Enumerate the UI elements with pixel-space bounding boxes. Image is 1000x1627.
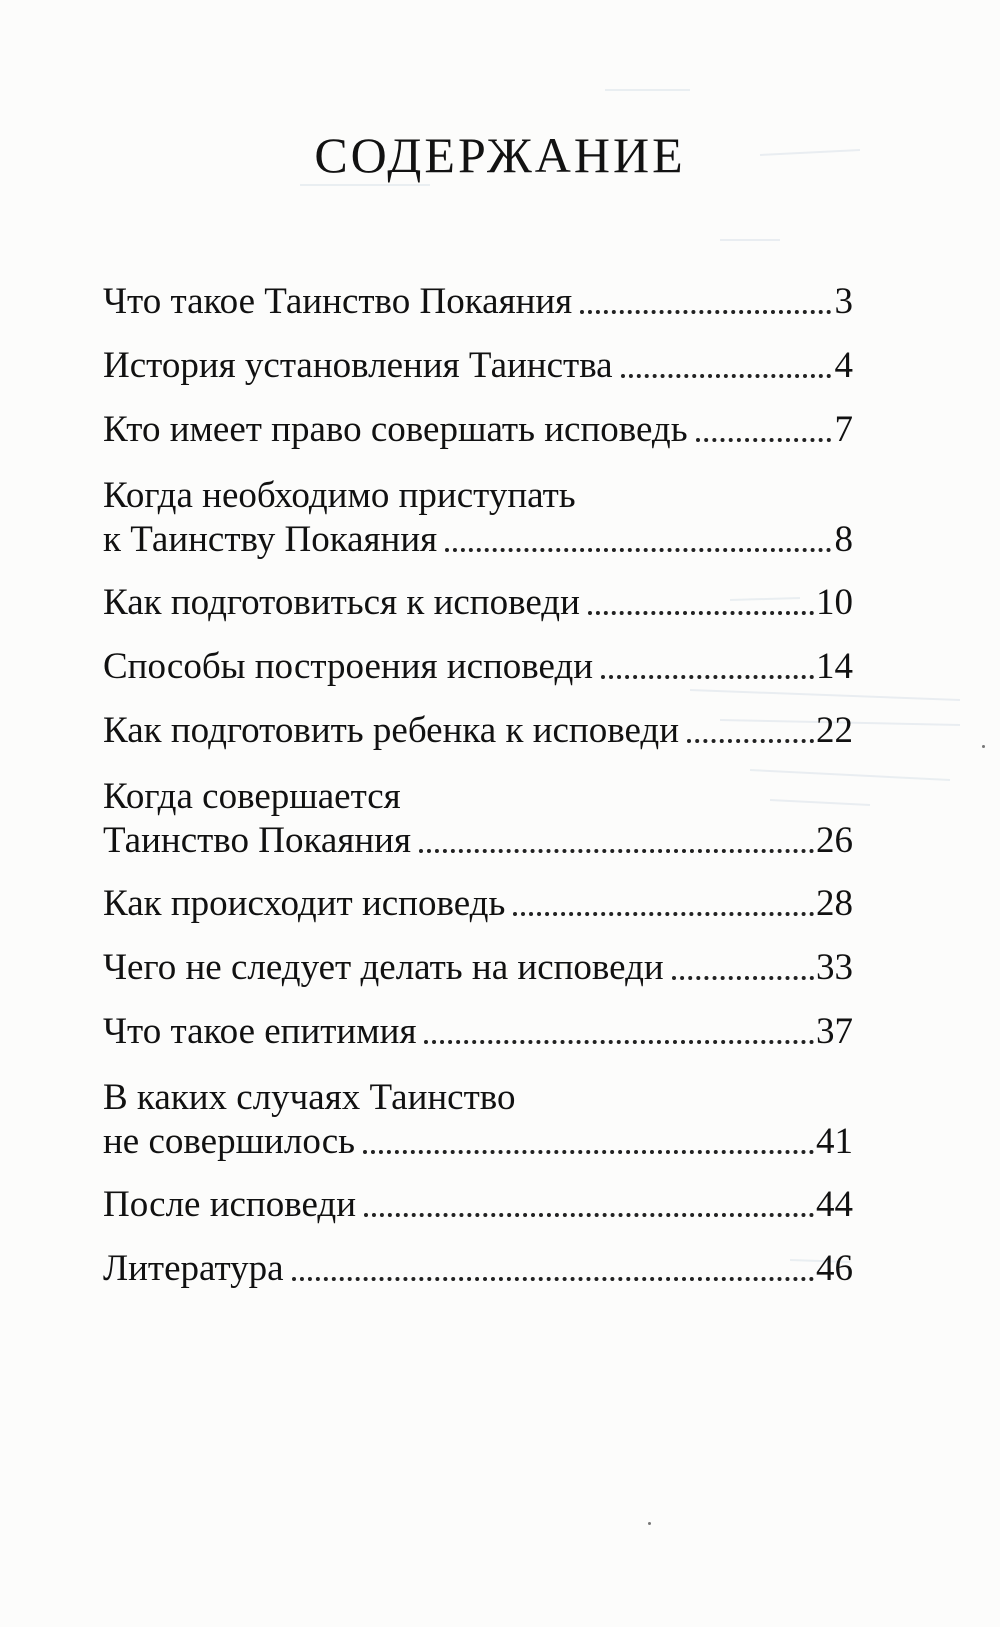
toc-page-number: 7	[834, 409, 853, 450]
dot-leader	[424, 1040, 814, 1044]
dot-leader	[580, 310, 831, 314]
toc-entry-title-line2: не совершилось	[103, 1121, 356, 1162]
toc-page-number: 14	[816, 646, 853, 687]
paper-speck	[982, 745, 985, 748]
toc-entry	[103, 1183, 853, 1247]
toc-page-number: 22	[816, 710, 853, 751]
toc-entry-title-line1: В каких случаях Таинство	[103, 1077, 516, 1118]
table-of-contents	[103, 280, 853, 1311]
toc-entry-title: Способы построения исповеди	[103, 646, 594, 687]
toc-entry	[103, 1076, 853, 1183]
toc-entry-title: История установления Таинства	[103, 345, 613, 386]
dot-leader	[696, 438, 831, 442]
toc-entry-title: Что такое епитимия	[103, 1011, 417, 1052]
toc-entry-title: Как происходит исповедь	[103, 883, 506, 924]
dot-leader	[419, 849, 814, 853]
paper-speck	[648, 1522, 651, 1525]
dot-leader	[588, 611, 814, 615]
dot-leader	[445, 548, 831, 552]
toc-page-number: 3	[834, 281, 853, 322]
toc-page-number: 37	[816, 1011, 853, 1052]
dot-leader	[513, 912, 814, 916]
toc-entry	[103, 775, 853, 882]
dot-leader	[363, 1150, 814, 1154]
toc-entry	[103, 946, 853, 1010]
dot-leader	[601, 675, 814, 679]
toc-entry	[103, 280, 853, 344]
toc-entry	[103, 645, 853, 709]
toc-entry-title: Что такое Таинство Покаяния	[103, 281, 573, 322]
toc-entry-title-line2: к Таинству Покаяния	[103, 519, 438, 560]
toc-page-number: 8	[834, 519, 853, 560]
dot-leader	[621, 374, 831, 378]
toc-page-number: 41	[816, 1121, 853, 1162]
toc-entry	[103, 1010, 853, 1074]
dot-leader	[672, 976, 814, 980]
toc-entry	[103, 474, 853, 581]
toc-entry-title-line1: Когда необходимо приступать	[103, 475, 576, 516]
toc-page-number: 28	[816, 883, 853, 924]
dot-leader	[364, 1213, 814, 1217]
toc-entry-title: Литература	[103, 1248, 284, 1289]
toc-page-number: 46	[816, 1248, 853, 1289]
toc-entry-title-line1: Когда совершается	[103, 776, 401, 817]
toc-entry-title: Как подготовить ребенка к исповеди	[103, 710, 680, 751]
toc-entry	[103, 581, 853, 645]
dot-leader	[292, 1277, 814, 1281]
toc-page-number: 26	[816, 820, 853, 861]
toc-entry-title: После исповеди	[103, 1184, 357, 1225]
toc-entry	[103, 1247, 853, 1311]
toc-entry	[103, 882, 853, 946]
toc-entry-title: Чего не следует делать на исповеди	[103, 947, 664, 988]
toc-entry	[103, 408, 853, 472]
toc-entry-title: Как подготовиться к исповеди	[103, 582, 580, 623]
toc-entry	[103, 709, 853, 773]
toc-entry-title-line2: Таинство Покаяния	[103, 820, 411, 861]
toc-page-number: 4	[834, 345, 853, 386]
dot-leader	[687, 739, 814, 743]
toc-page-number: 33	[816, 947, 853, 988]
toc-page-number: 10	[816, 582, 853, 623]
toc-page-number: 44	[816, 1184, 853, 1225]
page-title: СОДЕРЖАНИЕ	[314, 127, 686, 183]
toc-entry	[103, 344, 853, 408]
toc-entry-title: Кто имеет право совершать исповедь	[103, 409, 688, 450]
